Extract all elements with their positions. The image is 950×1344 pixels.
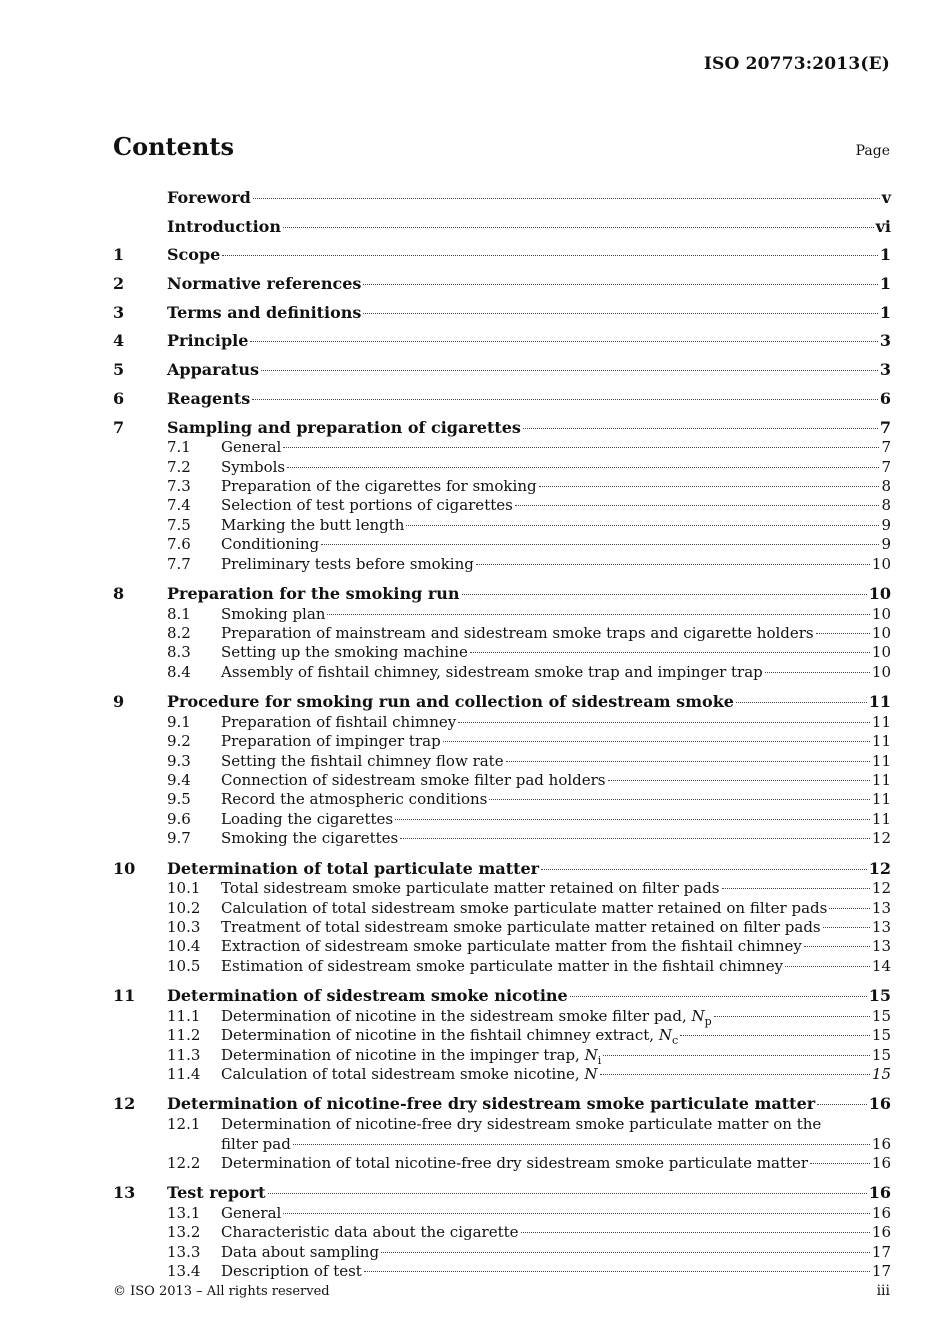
toc-entry-page: 3	[879, 360, 891, 380]
toc-subentry-title	[221, 605, 325, 624]
toc-subentry-title-continued: filter pad	[221, 1134, 291, 1153]
toc-subentry-title	[221, 438, 281, 457]
toc-subentry-number: 8.2	[167, 624, 191, 642]
toc-subentry-title	[221, 458, 285, 477]
toc-subentry[interactable]	[113, 829, 891, 848]
toc-entry-title: Apparatus	[167, 360, 259, 380]
toc-subsections	[113, 1115, 891, 1179]
toc-entry-page: 16	[868, 1183, 891, 1203]
toc-subentry-number: 13.2	[167, 1223, 201, 1242]
dot-leader	[283, 227, 874, 228]
toc-subsections	[113, 879, 891, 982]
toc-subentry[interactable]	[113, 1046, 891, 1065]
toc-subentry-number: 9.5	[167, 790, 191, 809]
toc-subentry-number: 8.4	[167, 662, 191, 681]
dot-leader	[680, 1035, 870, 1036]
dot-leader	[765, 672, 870, 673]
toc-subsections	[113, 1204, 891, 1288]
toc-entry-number: 5	[113, 360, 125, 380]
toc-subentry-page: 16	[871, 1153, 891, 1172]
toc-subentry-title	[221, 829, 398, 848]
toc-subentry[interactable]	[113, 458, 891, 477]
dot-leader	[817, 1104, 867, 1105]
toc-subentry-title-text: Determination of nicotine-free dry sidestream smoke particulate matter on the	[221, 1115, 822, 1134]
toc-entry-page: vi	[875, 216, 891, 236]
toc-entry-title: Normative references	[167, 274, 362, 294]
toc-subentry-number: 7.4	[167, 496, 191, 515]
toc-subentry-title	[221, 810, 393, 829]
toc-subentry-title	[221, 516, 404, 535]
variable-symbol: N	[658, 1026, 672, 1045]
dot-leader	[268, 1193, 867, 1194]
dot-leader	[381, 1252, 870, 1253]
dot-leader	[470, 652, 870, 653]
toc-subentry-title-text: Preparation of fishtail chimney	[221, 712, 457, 731]
toc-subentry-number: 7.2	[167, 457, 191, 476]
variable-symbol: N	[691, 1006, 705, 1025]
toc-subentry-page: 8	[881, 496, 891, 515]
toc-subentry-number: 11.1	[167, 1006, 201, 1025]
dot-leader	[462, 594, 867, 595]
dot-leader	[521, 1232, 870, 1233]
dot-leader	[363, 313, 877, 314]
toc-entry-page: v	[881, 188, 891, 207]
page-number: iii	[876, 1283, 890, 1299]
toc-entry-page: 3	[879, 331, 891, 351]
toc-subentry-page: 8	[881, 476, 891, 495]
toc-subentry-title	[221, 1243, 379, 1262]
dot-leader	[222, 255, 878, 256]
toc-entry-page: 12	[868, 858, 891, 878]
dot-leader	[506, 761, 870, 762]
toc-subentry-number: 12.1	[167, 1115, 201, 1134]
toc-subentry-page: 15	[871, 1006, 891, 1025]
toc-subentry-number: 9.7	[167, 829, 191, 848]
toc-subentry-title-text: Data about sampling	[221, 1242, 380, 1261]
toc-subentry[interactable]	[113, 535, 891, 554]
toc-subentry[interactable]	[113, 1262, 891, 1281]
toc-subentry-title-text: Setting the fishtail chimney flow rate	[221, 751, 504, 770]
toc-subentry-page: 17	[871, 1262, 891, 1281]
toc-subentry-page: 15	[871, 1045, 891, 1064]
toc-subentry-title-text: Determination of nicotine in the sidestream smoke filter pad,	[221, 1006, 692, 1025]
dot-leader	[804, 946, 870, 947]
document-id: ISO 20773:2013(E)	[703, 54, 890, 74]
toc-subentry-page: 11	[871, 712, 891, 731]
toc-subentry-page: 12	[871, 829, 891, 848]
toc-subentry-title-text: Characteristic data about the cigarette	[221, 1223, 519, 1242]
toc-subentry-page: 10	[871, 643, 891, 662]
toc-entry[interactable]	[113, 213, 891, 242]
toc-entry-number: 8	[113, 583, 125, 603]
dot-leader	[443, 741, 870, 742]
page-column-label: Page	[855, 143, 890, 159]
toc-subentry-number: 10.4	[167, 937, 201, 956]
dot-leader	[406, 525, 879, 526]
toc-entry[interactable]	[113, 270, 891, 299]
dot-leader	[603, 1055, 870, 1056]
toc-subentry[interactable]	[113, 516, 891, 535]
toc-subentry[interactable]	[113, 1026, 891, 1048]
dot-leader	[785, 966, 870, 967]
dot-leader	[515, 505, 880, 506]
variable-subscript: i	[597, 1053, 602, 1067]
dot-leader	[829, 908, 870, 909]
toc-subentry[interactable]	[113, 477, 891, 496]
toc-subentry-title-text: Total sidestream smoke particulate matter retained on filter pads	[221, 879, 720, 898]
toc-entry-number: 1	[113, 245, 125, 265]
toc-subentry[interactable]	[113, 810, 891, 829]
toc-subentry[interactable]	[113, 957, 891, 976]
toc-subentry-title-text: Determination of nicotine in the impinger trap,	[221, 1045, 585, 1064]
toc-subentry-page: 11	[871, 809, 891, 828]
toc-subentry-number: 10.5	[167, 956, 201, 975]
toc-subentry-title	[221, 663, 763, 682]
toc-entry-title: Foreword	[167, 188, 251, 207]
dot-leader	[810, 1163, 870, 1164]
toc-subentry-number: 9.4	[167, 771, 191, 790]
toc-subentry-page: 17	[871, 1242, 891, 1261]
toc-subsections	[113, 713, 891, 855]
toc-subentry-page: 16	[871, 1204, 891, 1223]
toc-subentry-title	[221, 713, 456, 732]
toc-subentry-page: 13	[871, 918, 891, 937]
toc-entry-title: Sampling and preparation of cigarettes	[167, 417, 521, 437]
toc-subentry-title	[221, 1223, 519, 1242]
toc-subentry-title	[221, 752, 504, 771]
toc-subentry[interactable]	[113, 605, 891, 624]
toc-subentry-page: 15	[871, 1065, 891, 1084]
table-of-contents	[113, 184, 891, 1288]
toc-subsections	[113, 605, 891, 689]
dot-leader	[539, 486, 880, 487]
toc-subentry-title	[221, 957, 783, 976]
toc-entry[interactable]	[113, 184, 891, 213]
dot-leader	[364, 1271, 870, 1272]
toc-subentry[interactable]	[113, 771, 891, 790]
variable-subscript: c	[671, 1034, 679, 1048]
toc-subentry-page: 7	[881, 438, 891, 457]
toc-subentry-page: 12	[871, 879, 891, 898]
toc-subentry-number: 9.6	[167, 809, 191, 828]
dot-leader	[363, 284, 877, 285]
toc-subentry-number: 7.5	[167, 515, 191, 534]
toc-entry[interactable]	[113, 299, 891, 328]
toc-subentry-title-text: Determination of nicotine in the fishtail chimney extract,	[221, 1026, 659, 1045]
toc-subentry[interactable]	[113, 624, 891, 643]
toc-subentry-number: 13.3	[167, 1242, 201, 1261]
toc-subentry-title	[221, 535, 319, 554]
toc-subentry-continuation[interactable]	[113, 1135, 891, 1154]
dot-leader	[253, 198, 880, 199]
toc-subentry-title-text: General	[221, 438, 282, 457]
dot-leader	[476, 564, 870, 565]
toc-entry-title: Procedure for smoking run and collection of sidestream smoke	[167, 692, 734, 712]
toc-subsections	[113, 1007, 891, 1091]
toc-entry-number: 3	[113, 302, 125, 322]
dot-leader	[261, 370, 878, 371]
toc-subentry[interactable]	[113, 1115, 891, 1134]
toc-entry-title: Determination of total particulate matter	[167, 858, 540, 878]
dot-leader	[283, 1213, 870, 1214]
toc-subentry-page: 15	[871, 1026, 891, 1045]
dot-leader	[395, 819, 870, 820]
toc-subentry[interactable]	[113, 752, 891, 771]
toc-subentry[interactable]	[113, 937, 891, 956]
toc-subentry-title	[221, 899, 827, 918]
dot-leader	[608, 780, 870, 781]
toc-subentry-number: 10.1	[167, 879, 201, 898]
toc-subentry-page: 10	[871, 662, 891, 681]
toc-subentry[interactable]	[113, 496, 891, 515]
toc-subentry-number: 8.3	[167, 643, 191, 662]
toc-subentry-title-text: Record the atmospheric conditions	[221, 790, 488, 809]
toc-subentry-number: 10.2	[167, 898, 201, 917]
toc-subentry-title-text: Preparation of the cigarettes for smoking	[221, 476, 537, 495]
toc-entry-number: 12	[113, 1094, 136, 1114]
toc-subentry-number: 9.1	[167, 712, 191, 731]
toc-entry-page: 16	[868, 1094, 891, 1114]
dot-leader	[458, 722, 870, 723]
toc-subentry-page: 13	[871, 898, 891, 917]
toc-entry-page: 1	[879, 302, 891, 322]
toc-subentry-page: 11	[871, 732, 891, 751]
dot-leader	[400, 838, 870, 839]
toc-subentry[interactable]	[113, 663, 891, 682]
dot-leader	[523, 428, 878, 429]
toc-subentry-number: 7.7	[167, 554, 191, 573]
toc-subentry-number: 11.2	[167, 1026, 201, 1045]
dot-leader	[250, 341, 877, 342]
dot-leader	[287, 467, 879, 468]
toc-entry-number: 7	[113, 417, 125, 437]
toc-entry-title: Introduction	[167, 216, 281, 236]
toc-subentry-title-text: Preparation of impinger trap	[221, 732, 441, 751]
copyright-notice: © ISO 2013 – All rights reserved	[113, 1284, 330, 1299]
toc-entry[interactable]	[113, 327, 891, 356]
toc-subentry-page: 10	[871, 604, 891, 623]
toc-subentry[interactable]	[113, 555, 891, 574]
toc-subentry[interactable]	[113, 1243, 891, 1262]
toc-subentry[interactable]	[113, 1065, 891, 1084]
toc-subentry[interactable]	[113, 790, 891, 809]
toc-subentry-page: 11	[871, 771, 891, 790]
toc-entry-number: 10	[113, 858, 136, 878]
toc-entry-page: 15	[868, 986, 891, 1006]
toc-subentry-number: 9.2	[167, 732, 191, 751]
toc-subentry-title	[221, 1154, 808, 1173]
dot-leader	[722, 888, 870, 889]
dot-leader	[321, 544, 879, 545]
toc-subentry-title-text: Connection of sidestream smoke filter pad holders	[221, 771, 606, 790]
toc-entry-number: 2	[113, 274, 125, 294]
toc-subentry-title-text: Determination of total nicotine-free dry sidestream smoke particulate matter	[221, 1153, 809, 1172]
toc-entry-title: Preparation for the smoking run	[167, 583, 460, 603]
toc-subentry-title-text: Selection of test portions of cigarettes	[221, 496, 513, 515]
dot-leader	[541, 869, 867, 870]
toc-subentry-page: 10	[871, 554, 891, 573]
toc-subentry-number: 13.1	[167, 1204, 201, 1223]
toc-entry-page: 10	[868, 583, 891, 603]
toc-entry[interactable]	[113, 241, 891, 270]
toc-subentry-title	[221, 643, 468, 662]
toc-subentry-page: 11	[871, 790, 891, 809]
toc-entry-title: Determination of nicotine-free dry sidestream smoke particulate matter	[167, 1094, 816, 1114]
toc-subentry[interactable]	[113, 1223, 891, 1242]
toc-subentry-title	[221, 1065, 598, 1084]
toc-subentry-page: 7	[881, 457, 891, 476]
toc-subentry-title	[221, 732, 441, 751]
toc-subentry-number: 10.3	[167, 918, 201, 937]
toc-entry-title: Principle	[167, 331, 249, 351]
toc-entry-page: 7	[879, 417, 891, 437]
toc-subentry-title-text: Conditioning	[221, 535, 320, 554]
toc-subentry-title	[221, 624, 814, 643]
toc-subentry-page: 10	[871, 624, 891, 642]
variable-symbol: N	[584, 1045, 598, 1064]
toc-subentry-title-text: Preparation of mainstream and sidestream smoke traps and cigarette holders	[221, 624, 814, 642]
toc-subentry-title-text: Calculation of total sidestream smoke nicotine,	[221, 1065, 585, 1084]
dot-leader	[600, 1074, 870, 1075]
toc-subentry[interactable]	[113, 732, 891, 751]
toc-subentry[interactable]	[113, 1204, 891, 1223]
toc-entry-number: 13	[113, 1183, 136, 1203]
toc-subentry-title	[221, 555, 474, 574]
page-title: Contents	[113, 132, 234, 161]
toc-entry-title: Test report	[167, 1183, 266, 1203]
toc-subentry[interactable]	[113, 899, 891, 918]
dot-leader	[252, 399, 878, 400]
dot-leader	[736, 702, 867, 703]
dot-leader	[570, 996, 867, 997]
toc-subentry-page: 9	[881, 535, 891, 554]
toc-subentry-number: 11.4	[167, 1065, 201, 1084]
toc-subentry-number: 11.3	[167, 1045, 201, 1064]
toc-subentry-title-text: Extraction of sidestream smoke particulate matter from the fishtail chimney	[221, 937, 802, 956]
toc-entry-title: Scope	[167, 245, 221, 265]
toc-subentry-number: 8.1	[167, 604, 191, 623]
toc-subentry-title-text: Treatment of total sidestream smoke particulate matter retained on filter pads	[221, 918, 821, 937]
toc-subentry-title	[221, 1262, 362, 1281]
toc-subentry-page: 11	[871, 751, 891, 770]
toc-entry-number: 6	[113, 388, 125, 408]
toc-entry-number: 9	[113, 692, 125, 712]
toc-subentry-page: 14	[871, 956, 891, 975]
toc-entry[interactable]	[113, 385, 891, 414]
toc-subentry-number: 7.6	[167, 535, 191, 554]
toc-subentry-title-text: Smoking plan	[221, 604, 326, 623]
dot-leader	[816, 633, 870, 634]
toc-entry-title: Determination of sidestream smoke nicotine	[167, 986, 568, 1006]
toc-subentry-page: 13	[871, 937, 891, 956]
toc-subentry-page: 16	[871, 1223, 891, 1242]
dot-leader	[283, 447, 879, 448]
toc-subentry-page: 9	[881, 515, 891, 534]
toc-entry[interactable]	[113, 356, 891, 385]
toc-entry-number: 11	[113, 986, 136, 1006]
toc-subentry-title	[221, 937, 802, 956]
toc-subentry-number: 9.3	[167, 751, 191, 770]
toc-subentry-title-text: Symbols	[221, 457, 286, 476]
toc-subentry-title	[221, 496, 513, 515]
dot-leader	[823, 927, 870, 928]
toc-subentry-number: 7.3	[167, 476, 191, 495]
dot-leader	[327, 614, 869, 615]
toc-subsections	[113, 438, 891, 580]
toc-subentry-title	[221, 477, 537, 496]
variable-symbol: N	[584, 1065, 598, 1084]
toc-entry-page: 1	[879, 274, 891, 294]
toc-subentry-title-text: Estimation of sidestream smoke particulate matter in the fishtail chimney	[221, 956, 784, 975]
toc-subentry-title	[221, 879, 720, 898]
toc-subentry-title-text: Smoking the cigarettes	[221, 829, 399, 848]
toc-subentry[interactable]	[113, 1154, 891, 1173]
toc-subentry-title-text: Assembly of fishtail chimney, sidestream smoke trap and impinger trap	[221, 662, 763, 681]
toc-subentry-title	[221, 1204, 281, 1223]
toc-entry-page: 6	[879, 388, 891, 408]
toc-subentry[interactable]	[113, 643, 891, 662]
toc-entry-title: Reagents	[167, 388, 251, 408]
toc-subentry-title-text: General	[221, 1204, 282, 1223]
variable-subscript: p	[704, 1014, 712, 1028]
dot-leader	[489, 799, 870, 800]
toc-subentry-title-text: Calculation of total sidestream smoke particulate matter retained on filter pads	[221, 898, 828, 917]
toc-subentry[interactable]	[113, 1007, 891, 1026]
toc-subentry-title	[221, 790, 487, 809]
toc-subentry-title-text: Marking the butt length	[221, 515, 405, 534]
toc-subentry-title	[221, 771, 606, 790]
toc-subentry-number: 13.4	[167, 1262, 201, 1281]
toc-subentry-title	[221, 1115, 821, 1134]
dot-leader	[293, 1144, 870, 1145]
toc-subentry-title-text: Loading the cigarettes	[221, 809, 394, 828]
toc-subentry-title-text: Setting up the smoking machine	[221, 643, 468, 662]
toc-entry-title: Terms and definitions	[167, 302, 362, 322]
toc-entry-page: 11	[868, 692, 891, 712]
toc-subentry-title-text: Description of test	[221, 1262, 362, 1281]
toc-entry-page: 1	[879, 245, 891, 265]
toc-subentry[interactable]	[113, 879, 891, 898]
toc-subentry-title-text: Preliminary tests before smoking	[221, 554, 474, 573]
toc-entry-number: 4	[113, 331, 125, 351]
dot-leader	[714, 1016, 870, 1017]
toc-subentry-title	[221, 918, 821, 937]
toc-subentry-number: 7.1	[167, 438, 191, 457]
toc-subentry-page: 16	[871, 1134, 891, 1153]
toc-subentry-number: 12.2	[167, 1153, 201, 1172]
toc-subentry[interactable]	[113, 918, 891, 937]
